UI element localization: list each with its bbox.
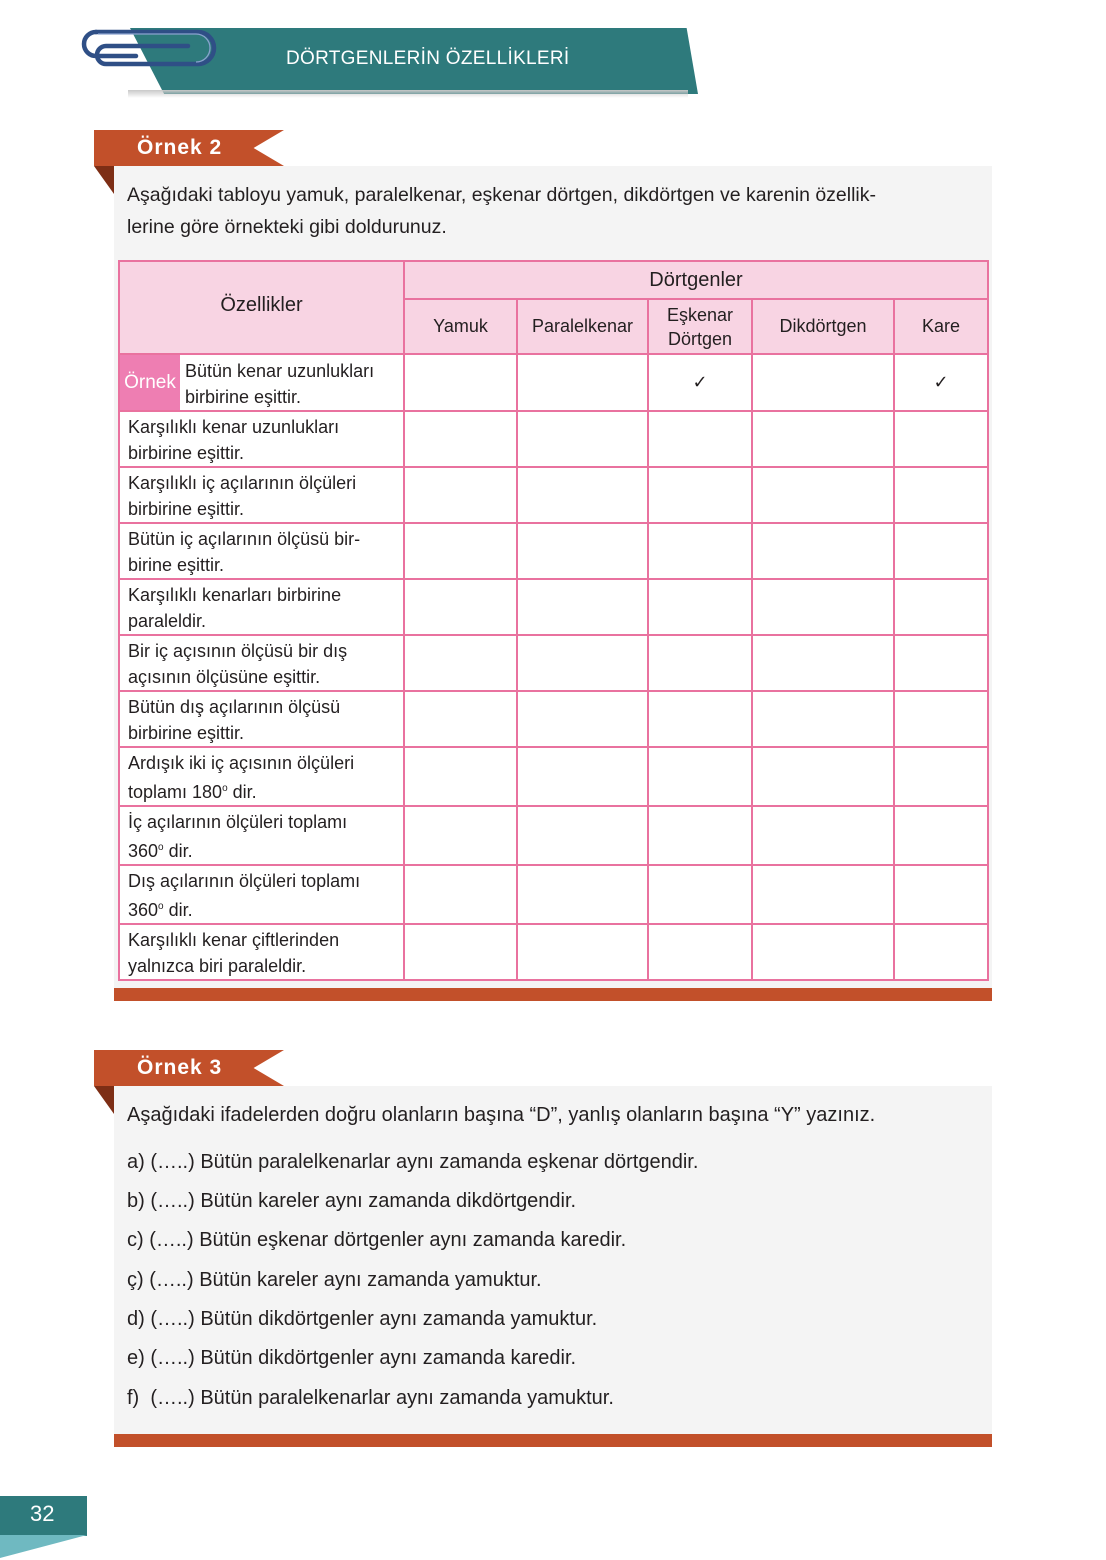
property-line: paraleldir. bbox=[128, 611, 207, 631]
answer-cell[interactable] bbox=[517, 635, 648, 691]
page-number-tail bbox=[0, 1535, 87, 1558]
answer-cell[interactable] bbox=[517, 467, 648, 523]
mark-cell[interactable] bbox=[517, 354, 648, 411]
instruction-line: Aşağıdaki tabloyu yamuk, paralelkenar, eşkenar dörtgen, dikdörtgen ve karenin özellik- bbox=[127, 184, 877, 206]
answer-cell[interactable] bbox=[648, 467, 752, 523]
header-banner-shadow bbox=[128, 90, 688, 98]
answer-cell[interactable] bbox=[752, 865, 894, 924]
table-row bbox=[119, 865, 988, 924]
property-line: birbirine eşittir. bbox=[128, 443, 245, 463]
answer-cell[interactable] bbox=[404, 411, 517, 467]
answer-cell[interactable] bbox=[752, 411, 894, 467]
example2-instruction bbox=[127, 180, 987, 243]
property-line bbox=[128, 894, 403, 923]
statement-item: c) (…..) Bütün eşkenar dörtgenler aynı zamanda karedir. bbox=[127, 1229, 627, 1251]
mark-cell[interactable] bbox=[752, 354, 894, 411]
property-line: Bir iç açısının ölçüsü bir dış bbox=[128, 641, 348, 661]
example-badge: Örnek bbox=[120, 355, 180, 410]
property-line: Karşılıklı iç açılarının ölçüleri bbox=[128, 473, 357, 493]
statement-item: f) (…..) Bütün paralelkenarlar aynı zamanda yamuktur. bbox=[127, 1387, 614, 1409]
property-line: Bütün dış açılarının ölçüsü bbox=[128, 697, 341, 717]
answer-cell[interactable] bbox=[894, 635, 988, 691]
example3-panel bbox=[114, 1086, 992, 1434]
example3-tab-fold bbox=[94, 1086, 114, 1114]
column-header: Kare bbox=[894, 299, 988, 354]
quadrilaterals-header: Dörtgenler bbox=[404, 261, 988, 299]
column-header: Paralelkenar bbox=[517, 299, 648, 354]
answer-cell[interactable] bbox=[517, 523, 648, 579]
answer-cell[interactable] bbox=[648, 579, 752, 635]
table-row bbox=[119, 635, 988, 691]
property-line bbox=[128, 835, 403, 864]
example3-instruction: Aşağıdaki ifadelerden doğru olanların başına “D”, yanlış olanların başına “Y” yazınız. bbox=[127, 1104, 876, 1126]
property-text-part: 360 bbox=[128, 841, 159, 861]
answer-cell[interactable] bbox=[648, 411, 752, 467]
example2-bottom-bar bbox=[114, 988, 992, 1001]
property-cell bbox=[119, 523, 404, 579]
table-row bbox=[119, 579, 988, 635]
property-line: Bütün kenar uzunlukları bbox=[185, 361, 375, 381]
table-row bbox=[119, 806, 988, 865]
answer-cell[interactable] bbox=[648, 924, 752, 980]
property-line: İç açılarının ölçüleri toplamı bbox=[128, 812, 348, 832]
instruction-line: lerine göre örnekteki gibi doldurunuz. bbox=[127, 215, 447, 238]
column-header: Yamuk bbox=[404, 299, 517, 354]
answer-cell[interactable] bbox=[752, 806, 894, 865]
answer-cell[interactable] bbox=[517, 806, 648, 865]
answer-cell[interactable] bbox=[894, 411, 988, 467]
degree-symbol: o bbox=[222, 783, 228, 794]
answer-cell[interactable] bbox=[894, 806, 988, 865]
answer-cell[interactable] bbox=[517, 579, 648, 635]
property-line: Karşılıklı kenar çiftlerinden bbox=[128, 930, 340, 950]
property-text bbox=[180, 355, 374, 410]
paperclip-icon bbox=[76, 24, 221, 86]
answer-cell[interactable] bbox=[894, 523, 988, 579]
property-line bbox=[128, 776, 403, 805]
answer-cell[interactable] bbox=[404, 635, 517, 691]
answer-cell[interactable] bbox=[517, 865, 648, 924]
property-cell bbox=[119, 747, 404, 806]
answer-cell[interactable] bbox=[752, 924, 894, 980]
property-cell bbox=[119, 806, 404, 865]
checkmark-icon[interactable]: ✓ bbox=[648, 354, 752, 411]
mark-cell[interactable] bbox=[404, 354, 517, 411]
degree-symbol: o bbox=[158, 842, 164, 853]
example2-tab-fold bbox=[94, 166, 114, 194]
property-line: yalnızca biri paraleldir. bbox=[128, 956, 307, 976]
answer-cell[interactable] bbox=[752, 635, 894, 691]
answer-cell[interactable] bbox=[404, 747, 517, 806]
property-line: birbirine eşittir. bbox=[185, 387, 302, 407]
answer-cell[interactable] bbox=[894, 865, 988, 924]
answer-cell[interactable] bbox=[648, 635, 752, 691]
property-cell bbox=[119, 924, 404, 980]
answer-cell[interactable] bbox=[752, 691, 894, 747]
answer-cell[interactable] bbox=[517, 691, 648, 747]
answer-cell[interactable] bbox=[517, 924, 648, 980]
answer-cell[interactable] bbox=[648, 691, 752, 747]
answer-cell[interactable] bbox=[894, 691, 988, 747]
property-cell bbox=[119, 635, 404, 691]
property-line: Bütün iç açılarının ölçüsü bir- bbox=[128, 529, 361, 549]
example-property-cell bbox=[119, 354, 404, 411]
degree-symbol: o bbox=[158, 901, 164, 912]
statement-item: b) (…..) Bütün kareler aynı zamanda dikdörtgendir. bbox=[127, 1190, 577, 1212]
table-row bbox=[119, 523, 988, 579]
table-row bbox=[119, 467, 988, 523]
answer-cell[interactable] bbox=[752, 467, 894, 523]
properties-table bbox=[118, 260, 989, 981]
column-header: Dikdörtgen bbox=[752, 299, 894, 354]
answer-cell[interactable] bbox=[648, 865, 752, 924]
answer-cell[interactable] bbox=[648, 747, 752, 806]
page-number: 32 bbox=[30, 1501, 55, 1526]
answer-cell[interactable] bbox=[404, 865, 517, 924]
answer-cell[interactable] bbox=[752, 579, 894, 635]
answer-cell[interactable] bbox=[752, 523, 894, 579]
answer-cell[interactable] bbox=[752, 747, 894, 806]
property-cell bbox=[119, 865, 404, 924]
property-line: Ardışık iki iç açısının ölçüleri bbox=[128, 753, 355, 773]
property-cell bbox=[119, 467, 404, 523]
example3-label: Örnek 3 bbox=[137, 1056, 223, 1079]
property-line: Karşılıklı kenar uzunlukları bbox=[128, 417, 340, 437]
answer-cell[interactable] bbox=[404, 467, 517, 523]
table-row bbox=[119, 691, 988, 747]
table-row bbox=[119, 411, 988, 467]
page-title: DÖRTGENLERİN ÖZELLİKLERİ bbox=[286, 48, 570, 69]
property-line: birine eşittir. bbox=[128, 555, 225, 575]
example2-label: Örnek 2 bbox=[137, 136, 223, 159]
checkmark-icon[interactable]: ✓ bbox=[894, 354, 988, 411]
property-cell bbox=[119, 579, 404, 635]
table-row bbox=[119, 924, 988, 980]
answer-cell[interactable] bbox=[404, 806, 517, 865]
property-line: birbirine eşittir. bbox=[128, 499, 245, 519]
property-text-part: 360 bbox=[128, 900, 159, 920]
answer-cell[interactable] bbox=[648, 523, 752, 579]
answer-cell[interactable] bbox=[894, 579, 988, 635]
statement-item: ç) (…..) Bütün kareler aynı zamanda yamuktur. bbox=[127, 1269, 542, 1291]
property-line: Karşılıklı kenarları birbirine bbox=[128, 585, 342, 605]
answer-cell[interactable] bbox=[404, 579, 517, 635]
example3-bottom-bar bbox=[114, 1434, 992, 1447]
column-header: Eşkenar Dörtgen bbox=[648, 299, 752, 354]
answer-cell[interactable] bbox=[517, 747, 648, 806]
statement-item: a) (…..) Bütün paralelkenarlar aynı zamanda eşkenar dörtgendir. bbox=[127, 1151, 699, 1173]
answer-cell[interactable] bbox=[404, 691, 517, 747]
property-text-part: dir. bbox=[227, 782, 257, 802]
example-row bbox=[119, 354, 988, 411]
answer-cell[interactable] bbox=[648, 806, 752, 865]
answer-cell[interactable] bbox=[404, 523, 517, 579]
property-cell bbox=[119, 691, 404, 747]
statement-item: e) (…..) Bütün dikdörtgenler aynı zamanda karedir. bbox=[127, 1347, 577, 1369]
property-cell bbox=[119, 411, 404, 467]
property-line: açısının ölçüsüne eşittir. bbox=[128, 667, 321, 687]
table-row bbox=[119, 747, 988, 806]
property-line: Dış açılarının ölçüleri toplamı bbox=[128, 871, 361, 891]
statement-item: d) (…..) Bütün dikdörtgenler aynı zamanda yamuktur. bbox=[127, 1308, 598, 1330]
property-text-part: dir. bbox=[163, 841, 193, 861]
properties-header: Özellikler bbox=[119, 261, 404, 354]
property-text-part: toplamı 180 bbox=[128, 782, 223, 802]
answer-cell[interactable] bbox=[404, 924, 517, 980]
answer-cell[interactable] bbox=[894, 747, 988, 806]
property-text-part: dir. bbox=[163, 900, 193, 920]
answer-cell[interactable] bbox=[894, 924, 988, 980]
property-line: birbirine eşittir. bbox=[128, 723, 245, 743]
answer-cell[interactable] bbox=[517, 411, 648, 467]
answer-cell[interactable] bbox=[894, 467, 988, 523]
